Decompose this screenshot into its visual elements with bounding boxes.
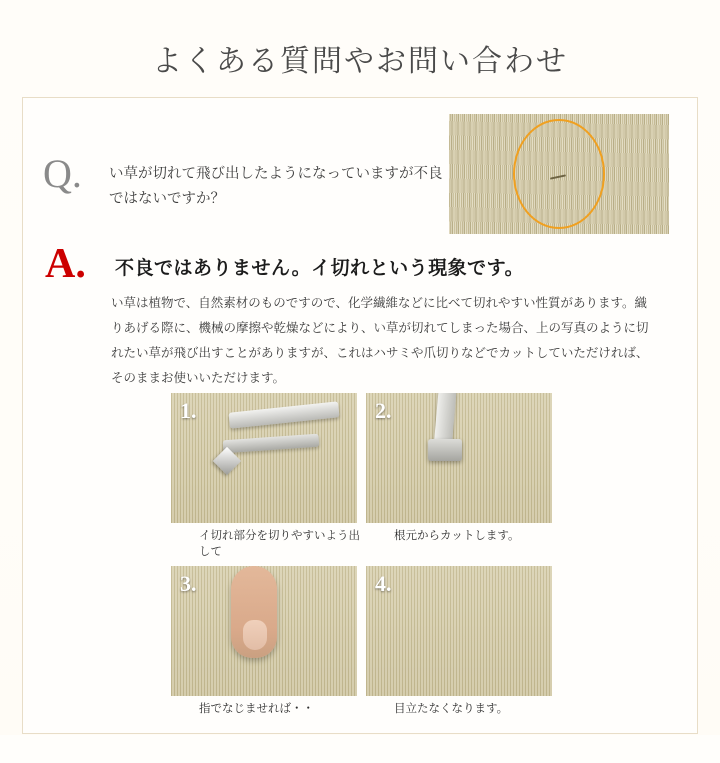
faq-panel	[22, 97, 698, 734]
step-photo	[366, 566, 552, 696]
step-photo	[366, 393, 552, 523]
step-caption: 指でなじませれば・・	[199, 703, 314, 716]
answer-body: い草は植物で、自然素材のものですので、化学繊維などに比べて切れやすい性質があります。織りあげる際に、機械の摩擦や乾燥などにより、い草が切れてしまった場合、上の写真のように切れたい草が飛び出すことがありますが、これはハサミや爪切りなどでカットしていただければ、そのままお使いいただけます。	[111, 296, 649, 385]
list-item	[171, 566, 366, 717]
answer-headline: 不良ではありません。イ切れという現象です。	[115, 258, 525, 279]
page-title: よくある質問やお問い合わせ	[152, 45, 568, 78]
step-caption: 根元からカットします。	[394, 530, 520, 542]
question-photo	[449, 114, 669, 234]
step-number: 4.	[375, 571, 392, 597]
nail-clipper-head-icon	[428, 439, 462, 461]
step-photo	[171, 393, 357, 523]
list-item	[366, 393, 561, 560]
step-number: 3.	[180, 571, 197, 597]
highlight-circle-icon	[513, 119, 605, 229]
step-photo	[171, 566, 357, 696]
step-list	[171, 393, 561, 717]
list-item	[171, 393, 366, 560]
list-item	[366, 566, 561, 717]
nail-clipper-icon	[228, 401, 339, 428]
page-bottom-spacer	[0, 735, 720, 763]
question-text: い草が切れて飛び出したようになっていますが不良ではないですか？	[109, 166, 443, 208]
nail-clipper-lever-icon	[223, 434, 320, 454]
step-caption: 目立たなくなります。	[394, 703, 509, 716]
question-marker: Q.	[43, 151, 82, 196]
step-number: 1.	[180, 398, 197, 423]
step-number: 2.	[375, 398, 392, 423]
fingernail-icon	[243, 620, 267, 650]
answer-marker: A.	[45, 241, 86, 287]
finger-icon	[231, 566, 277, 658]
step-caption: イ切れ部分を切りやすいよう出して	[199, 530, 360, 559]
